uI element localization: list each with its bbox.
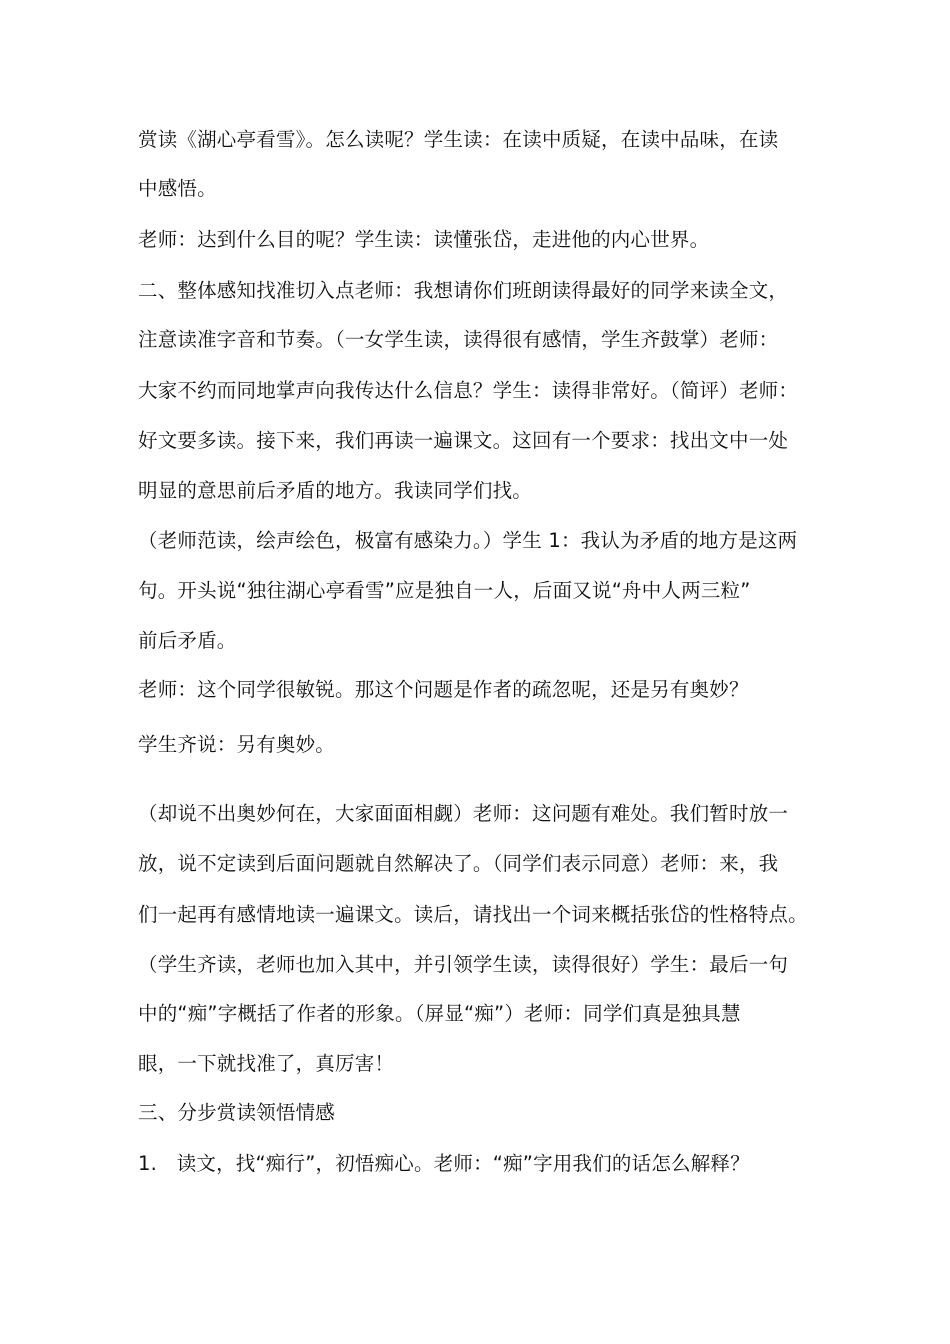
text-line-15: 放，说不定读到后面问题就自然解决了。（同学们表示同意）老师：来，我 [138,852,779,875]
section-heading-3: 三、分步赏读领悟情感 [138,1101,336,1124]
text-line-19: 眼，一下就找准了，真厉害！ [138,1052,395,1075]
text-line-2: 中感悟。 [138,177,217,200]
text-line-1: 赏读《湖心亭看雪》。怎么读呢？学生读：在读中质疑，在读中品味，在读 [138,128,779,151]
text-line-9: （老师范读，绘声绘色，极富有感染力。）学生 1：我认为矛盾的地方是这两 [138,529,798,552]
text-line-3: 老师：达到什么目的呢？学生读：读懂张岱，走进他的内心世界。 [138,228,710,251]
text-line-18: 中的“痴”字概括了作者的形象。（屏显“痴”）老师：同学们真是独具慧 [138,1002,741,1025]
text-line-6: 大家不约而同地掌声向我传达什么信息？学生：读得非常好。（简评）老师： [138,379,799,402]
text-line-11: 前后矛盾。 [138,629,237,652]
text-line-5: 注意读准字音和节奏。（一女学生读，读得很有感情，学生齐鼓掌）老师： [138,328,779,351]
text-line-7: 好文要多读。接下来，我们再读一遍课文。这回有一个要求：找出文中一处 [138,429,789,452]
text-line-14: （却说不出奥妙何在，大家面面相觑）老师：这问题有难处。我们暂时放一 [138,802,789,825]
text-line-13: 学生齐说：另有奥妙。 [138,733,336,756]
text-line-21: 1. 读文，找“痴行”，初悟痴心。老师：“痴”字用我们的话怎么解释？ [138,1152,750,1175]
text-line-8: 明显的意思前后矛盾的地方。我读同学们找。 [138,479,533,502]
text-line-16: 们一起再有感情地读一遍课文。读后，请找出一个词来概括张岱的性格特点。 [138,903,808,926]
text-line-12: 老师：这个同学很敏锐。那这个问题是作者的疏忽呢，还是另有奥妙？ [138,678,749,701]
text-line-10: 句。开头说“独往湖心亭看雪”应是独自一人，后面又说“舟中人两三粒” [138,579,751,602]
text-line-4: 二、整体感知找准切入点老师：我想请你们班朗读得最好的同学来读全文， [138,279,789,302]
text-line-17: （学生齐读，老师也加入其中，并引领学生读，读得很好）学生：最后一句 [138,953,789,976]
